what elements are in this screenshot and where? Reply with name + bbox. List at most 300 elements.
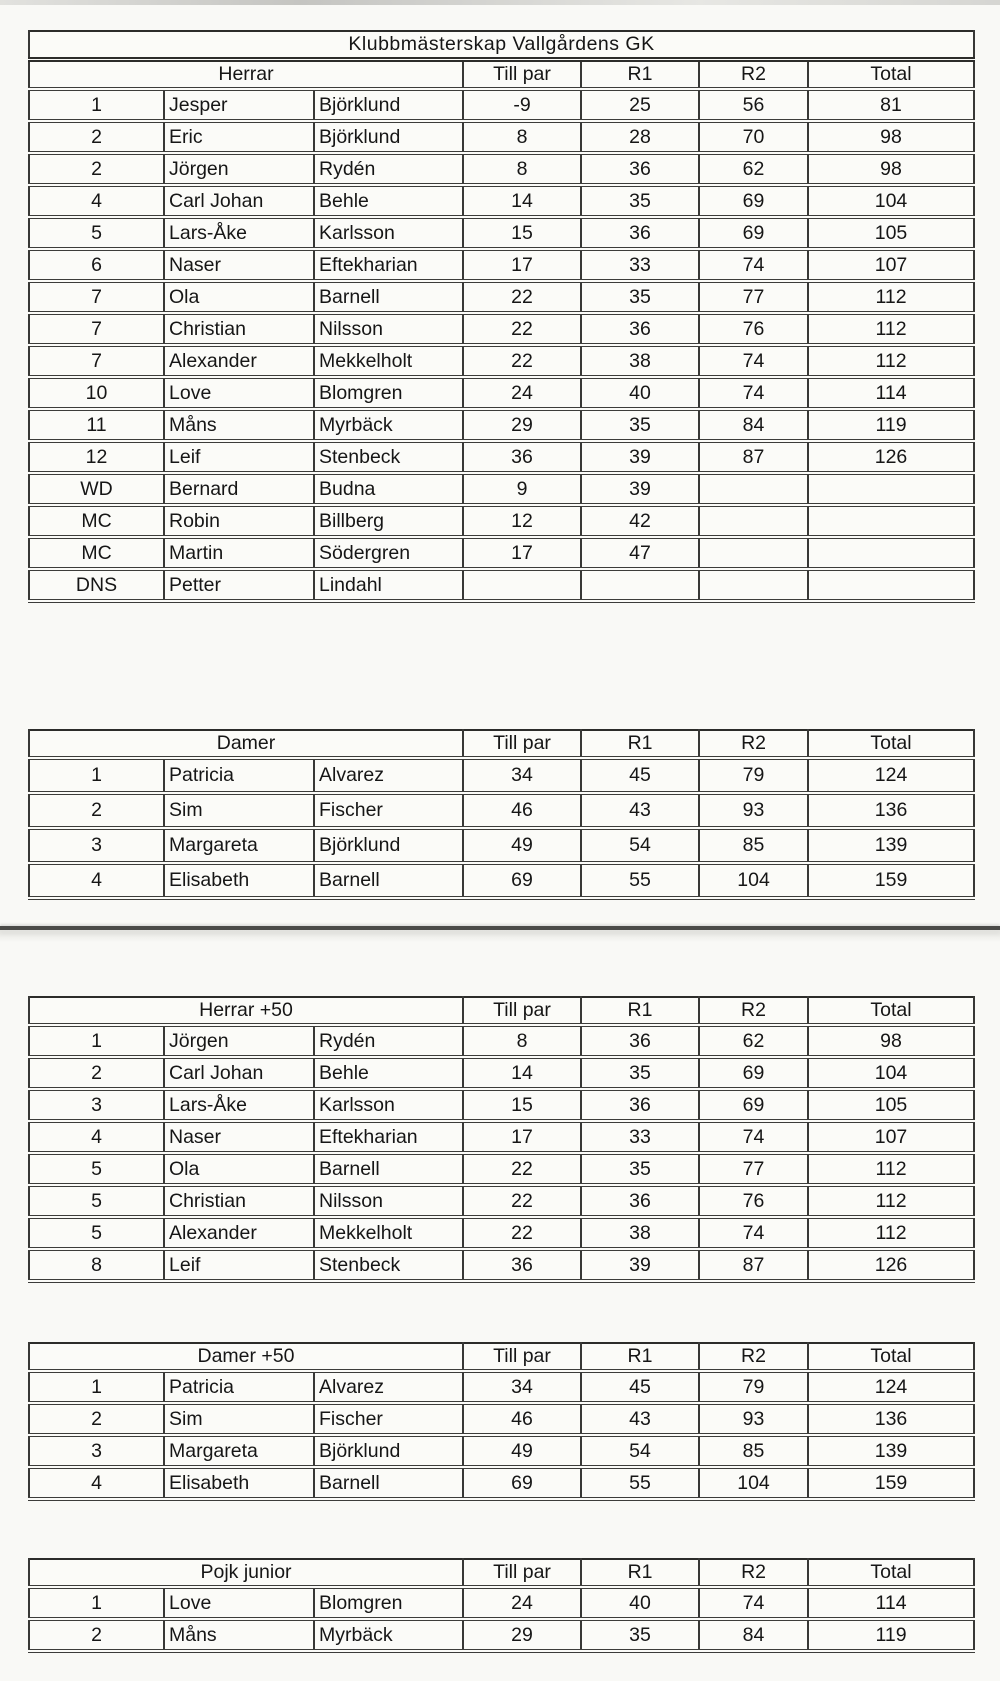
last-name-cell: Karlsson bbox=[314, 1089, 463, 1121]
rank-cell: 2 bbox=[29, 1403, 164, 1435]
total-cell: 112 bbox=[808, 313, 974, 345]
results-table-damer-plus50 bbox=[28, 1342, 975, 1501]
r2-cell: 62 bbox=[699, 1025, 808, 1057]
rank-cell: 2 bbox=[29, 121, 164, 153]
group-header-herrar: Herrar bbox=[29, 60, 463, 90]
r2-cell: 70 bbox=[699, 121, 808, 153]
total-cell: 104 bbox=[808, 1057, 974, 1089]
table-row bbox=[29, 441, 974, 473]
till-par-cell: 24 bbox=[463, 377, 581, 409]
table-row bbox=[29, 537, 974, 569]
first-name-cell: Måns bbox=[164, 1619, 314, 1651]
r2-cell: 77 bbox=[699, 281, 808, 313]
rank-cell: 7 bbox=[29, 281, 164, 313]
first-name-cell: Lars-Åke bbox=[164, 217, 314, 249]
r2-cell: 62 bbox=[699, 153, 808, 185]
r1-cell: 35 bbox=[581, 409, 699, 441]
column-header-total: Total bbox=[808, 60, 974, 90]
r2-cell: 69 bbox=[699, 185, 808, 217]
r2-cell: 74 bbox=[699, 377, 808, 409]
first-name-cell: Bernard bbox=[164, 473, 314, 505]
table-row bbox=[29, 153, 974, 185]
r2-cell: 69 bbox=[699, 1089, 808, 1121]
first-name-cell: Måns bbox=[164, 409, 314, 441]
table-row bbox=[29, 1121, 974, 1153]
r1-cell: 43 bbox=[581, 793, 699, 828]
table-row bbox=[29, 1435, 974, 1467]
rank-cell: 5 bbox=[29, 1153, 164, 1185]
r2-cell: 74 bbox=[699, 1587, 808, 1619]
till-par-cell: 29 bbox=[463, 409, 581, 441]
table-row bbox=[29, 185, 974, 217]
r1-cell: 39 bbox=[581, 441, 699, 473]
last-name-cell: Blomgren bbox=[314, 377, 463, 409]
first-name-cell: Robin bbox=[164, 505, 314, 537]
last-name-cell: Eftekharian bbox=[314, 1121, 463, 1153]
rank-cell: 7 bbox=[29, 313, 164, 345]
r1-cell: 40 bbox=[581, 377, 699, 409]
table-row bbox=[29, 1185, 974, 1217]
rank-cell: 11 bbox=[29, 409, 164, 441]
first-name-cell: Margareta bbox=[164, 1435, 314, 1467]
r1-cell: 40 bbox=[581, 1587, 699, 1619]
total-cell bbox=[808, 537, 974, 569]
rank-cell: MC bbox=[29, 537, 164, 569]
rank-cell: 2 bbox=[29, 153, 164, 185]
till-par-cell: 49 bbox=[463, 828, 581, 863]
header-row bbox=[29, 997, 974, 1025]
rank-cell: 4 bbox=[29, 185, 164, 217]
column-header-till-par: Till par bbox=[463, 1343, 581, 1371]
table-row bbox=[29, 793, 974, 828]
last-name-cell: Björklund bbox=[314, 89, 463, 121]
column-header-r2: R2 bbox=[699, 60, 808, 90]
table-row bbox=[29, 345, 974, 377]
column-header-total: Total bbox=[808, 997, 974, 1025]
total-cell: 107 bbox=[808, 1121, 974, 1153]
title-row bbox=[29, 31, 974, 60]
page-title: Klubbmästerskap Vallgårdens GK bbox=[29, 31, 974, 60]
last-name-cell: Fischer bbox=[314, 793, 463, 828]
last-name-cell: Billberg bbox=[314, 505, 463, 537]
till-par-cell: 14 bbox=[463, 1057, 581, 1089]
r1-cell: 39 bbox=[581, 1249, 699, 1281]
last-name-cell: Alvarez bbox=[314, 758, 463, 793]
rank-cell: 1 bbox=[29, 1025, 164, 1057]
rank-cell: 4 bbox=[29, 1121, 164, 1153]
till-par-cell: 17 bbox=[463, 1121, 581, 1153]
total-cell: 114 bbox=[808, 377, 974, 409]
r2-cell: 76 bbox=[699, 313, 808, 345]
r1-cell: 33 bbox=[581, 1121, 699, 1153]
total-cell: 98 bbox=[808, 121, 974, 153]
r1-cell: 36 bbox=[581, 1089, 699, 1121]
r2-cell: 74 bbox=[699, 1121, 808, 1153]
r1-cell: 36 bbox=[581, 313, 699, 345]
till-par-cell: 69 bbox=[463, 863, 581, 898]
r2-cell: 85 bbox=[699, 1435, 808, 1467]
r2-cell: 74 bbox=[699, 249, 808, 281]
column-header-till-par: Till par bbox=[463, 730, 581, 758]
last-name-cell: Myrbäck bbox=[314, 409, 463, 441]
r1-cell: 39 bbox=[581, 473, 699, 505]
last-name-cell: Barnell bbox=[314, 281, 463, 313]
last-name-cell: Björklund bbox=[314, 1435, 463, 1467]
rank-cell: 1 bbox=[29, 89, 164, 121]
total-cell: 124 bbox=[808, 758, 974, 793]
r2-cell: 79 bbox=[699, 1371, 808, 1403]
last-name-cell: Stenbeck bbox=[314, 441, 463, 473]
first-name-cell: Jörgen bbox=[164, 1025, 314, 1057]
total-cell: 119 bbox=[808, 1619, 974, 1651]
column-header-r1: R1 bbox=[581, 730, 699, 758]
first-name-cell: Elisabeth bbox=[164, 1467, 314, 1499]
r1-cell: 54 bbox=[581, 828, 699, 863]
r1-cell: 36 bbox=[581, 217, 699, 249]
till-par-cell: 49 bbox=[463, 1435, 581, 1467]
last-name-cell: Behle bbox=[314, 1057, 463, 1089]
till-par-cell: 46 bbox=[463, 793, 581, 828]
first-name-cell: Christian bbox=[164, 313, 314, 345]
last-name-cell: Barnell bbox=[314, 1467, 463, 1499]
last-name-cell: Rydén bbox=[314, 153, 463, 185]
r2-cell: 69 bbox=[699, 217, 808, 249]
first-name-cell: Elisabeth bbox=[164, 863, 314, 898]
till-par-cell: 22 bbox=[463, 313, 581, 345]
first-name-cell: Martin bbox=[164, 537, 314, 569]
first-name-cell: Sim bbox=[164, 793, 314, 828]
total-cell: 136 bbox=[808, 793, 974, 828]
total-cell: 98 bbox=[808, 153, 974, 185]
column-header-total: Total bbox=[808, 730, 974, 758]
till-par-cell: 17 bbox=[463, 249, 581, 281]
total-cell: 119 bbox=[808, 409, 974, 441]
rank-cell: 4 bbox=[29, 1467, 164, 1499]
first-name-cell: Jörgen bbox=[164, 153, 314, 185]
total-cell: 126 bbox=[808, 441, 974, 473]
r1-cell: 45 bbox=[581, 1371, 699, 1403]
table-row bbox=[29, 1153, 974, 1185]
rank-cell: 1 bbox=[29, 1371, 164, 1403]
first-name-cell: Alexander bbox=[164, 1217, 314, 1249]
r2-cell: 93 bbox=[699, 793, 808, 828]
first-name-cell: Eric bbox=[164, 121, 314, 153]
rank-cell: 10 bbox=[29, 377, 164, 409]
total-cell: 112 bbox=[808, 345, 974, 377]
results-sheet bbox=[28, 0, 973, 1653]
r2-cell: 74 bbox=[699, 345, 808, 377]
r2-cell: 79 bbox=[699, 758, 808, 793]
r2-cell: 87 bbox=[699, 1249, 808, 1281]
r2-cell: 87 bbox=[699, 441, 808, 473]
rank-cell: 12 bbox=[29, 441, 164, 473]
r1-cell: 35 bbox=[581, 1619, 699, 1651]
total-cell: 105 bbox=[808, 217, 974, 249]
last-name-cell: Eftekharian bbox=[314, 249, 463, 281]
r2-cell: 69 bbox=[699, 1057, 808, 1089]
table-row bbox=[29, 1217, 974, 1249]
results-table-pojk-junior bbox=[28, 1558, 975, 1653]
last-name-cell: Björklund bbox=[314, 121, 463, 153]
till-par-cell bbox=[463, 569, 581, 601]
r1-cell: 35 bbox=[581, 185, 699, 217]
first-name-cell: Naser bbox=[164, 249, 314, 281]
till-par-cell: 29 bbox=[463, 1619, 581, 1651]
r1-cell: 42 bbox=[581, 505, 699, 537]
till-par-cell: 22 bbox=[463, 1185, 581, 1217]
table-row bbox=[29, 1619, 974, 1651]
till-par-cell: 22 bbox=[463, 1153, 581, 1185]
first-name-cell: Lars-Åke bbox=[164, 1089, 314, 1121]
column-header-total: Total bbox=[808, 1343, 974, 1371]
r1-cell: 38 bbox=[581, 345, 699, 377]
last-name-cell: Björklund bbox=[314, 828, 463, 863]
total-cell: 139 bbox=[808, 1435, 974, 1467]
total-cell bbox=[808, 505, 974, 537]
total-cell bbox=[808, 569, 974, 601]
column-header-r2: R2 bbox=[699, 1343, 808, 1371]
table-row bbox=[29, 505, 974, 537]
r2-cell: 74 bbox=[699, 1217, 808, 1249]
first-name-cell: Margareta bbox=[164, 828, 314, 863]
rank-cell: 2 bbox=[29, 1619, 164, 1651]
total-cell: 114 bbox=[808, 1587, 974, 1619]
table-row bbox=[29, 409, 974, 441]
till-par-cell: -9 bbox=[463, 89, 581, 121]
table-row bbox=[29, 1089, 974, 1121]
r1-cell: 43 bbox=[581, 1403, 699, 1435]
table-row bbox=[29, 1587, 974, 1619]
table-row bbox=[29, 89, 974, 121]
last-name-cell: Myrbäck bbox=[314, 1619, 463, 1651]
r2-cell: 85 bbox=[699, 828, 808, 863]
r1-cell: 25 bbox=[581, 89, 699, 121]
last-name-cell: Mekkelholt bbox=[314, 1217, 463, 1249]
till-par-cell: 69 bbox=[463, 1467, 581, 1499]
r2-cell: 84 bbox=[699, 1619, 808, 1651]
total-cell bbox=[808, 473, 974, 505]
r1-cell: 45 bbox=[581, 758, 699, 793]
column-header-r2: R2 bbox=[699, 730, 808, 758]
table-row bbox=[29, 828, 974, 863]
r1-cell: 47 bbox=[581, 537, 699, 569]
r2-cell: 104 bbox=[699, 1467, 808, 1499]
total-cell: 124 bbox=[808, 1371, 974, 1403]
r1-cell: 35 bbox=[581, 1057, 699, 1089]
till-par-cell: 36 bbox=[463, 1249, 581, 1281]
total-cell: 81 bbox=[808, 89, 974, 121]
rank-cell: 6 bbox=[29, 249, 164, 281]
header-row bbox=[29, 730, 974, 758]
total-cell: 107 bbox=[808, 249, 974, 281]
till-par-cell: 8 bbox=[463, 1025, 581, 1057]
rank-cell: MC bbox=[29, 505, 164, 537]
first-name-cell: Ola bbox=[164, 1153, 314, 1185]
first-name-cell: Patricia bbox=[164, 1371, 314, 1403]
till-par-cell: 22 bbox=[463, 281, 581, 313]
till-par-cell: 9 bbox=[463, 473, 581, 505]
page-scan-seam bbox=[0, 926, 1000, 930]
first-name-cell: Sim bbox=[164, 1403, 314, 1435]
till-par-cell: 15 bbox=[463, 1089, 581, 1121]
last-name-cell: Karlsson bbox=[314, 217, 463, 249]
last-name-cell: Stenbeck bbox=[314, 1249, 463, 1281]
rank-cell: WD bbox=[29, 473, 164, 505]
first-name-cell: Christian bbox=[164, 1185, 314, 1217]
r1-cell bbox=[581, 569, 699, 601]
r2-cell bbox=[699, 569, 808, 601]
column-header-till-par: Till par bbox=[463, 997, 581, 1025]
till-par-cell: 46 bbox=[463, 1403, 581, 1435]
r2-cell: 56 bbox=[699, 89, 808, 121]
last-name-cell: Alvarez bbox=[314, 1371, 463, 1403]
table-row bbox=[29, 1025, 974, 1057]
first-name-cell: Love bbox=[164, 377, 314, 409]
column-header-till-par: Till par bbox=[463, 60, 581, 90]
till-par-cell: 34 bbox=[463, 1371, 581, 1403]
total-cell: 98 bbox=[808, 1025, 974, 1057]
table-row bbox=[29, 121, 974, 153]
total-cell: 112 bbox=[808, 1153, 974, 1185]
column-header-r1: R1 bbox=[581, 1343, 699, 1371]
till-par-cell: 17 bbox=[463, 537, 581, 569]
last-name-cell: Nilsson bbox=[314, 1185, 463, 1217]
header-row bbox=[29, 60, 974, 90]
last-name-cell: Barnell bbox=[314, 863, 463, 898]
table-row bbox=[29, 1371, 974, 1403]
rank-cell: DNS bbox=[29, 569, 164, 601]
till-par-cell: 34 bbox=[463, 758, 581, 793]
table-row bbox=[29, 313, 974, 345]
rank-cell: 1 bbox=[29, 758, 164, 793]
column-header-total: Total bbox=[808, 1559, 974, 1587]
first-name-cell: Jesper bbox=[164, 89, 314, 121]
last-name-cell: Budna bbox=[314, 473, 463, 505]
header-row bbox=[29, 1559, 974, 1587]
total-cell: 112 bbox=[808, 1217, 974, 1249]
first-name-cell: Love bbox=[164, 1587, 314, 1619]
header-row bbox=[29, 1343, 974, 1371]
first-name-cell: Leif bbox=[164, 1249, 314, 1281]
r1-cell: 36 bbox=[581, 1025, 699, 1057]
r2-cell: 104 bbox=[699, 863, 808, 898]
r2-cell: 84 bbox=[699, 409, 808, 441]
table-row bbox=[29, 569, 974, 601]
r1-cell: 36 bbox=[581, 1185, 699, 1217]
total-cell: 139 bbox=[808, 828, 974, 863]
first-name-cell: Ola bbox=[164, 281, 314, 313]
rank-cell: 2 bbox=[29, 793, 164, 828]
last-name-cell: Rydén bbox=[314, 1025, 463, 1057]
till-par-cell: 36 bbox=[463, 441, 581, 473]
table-row bbox=[29, 217, 974, 249]
total-cell: 112 bbox=[808, 1185, 974, 1217]
r2-cell bbox=[699, 473, 808, 505]
rank-cell: 5 bbox=[29, 1185, 164, 1217]
total-cell: 126 bbox=[808, 1249, 974, 1281]
first-name-cell: Carl Johan bbox=[164, 1057, 314, 1089]
r2-cell: 93 bbox=[699, 1403, 808, 1435]
total-cell: 159 bbox=[808, 863, 974, 898]
total-cell: 159 bbox=[808, 1467, 974, 1499]
rank-cell: 2 bbox=[29, 1057, 164, 1089]
table-row bbox=[29, 281, 974, 313]
last-name-cell: Södergren bbox=[314, 537, 463, 569]
r1-cell: 35 bbox=[581, 1153, 699, 1185]
rank-cell: 3 bbox=[29, 828, 164, 863]
last-name-cell: Mekkelholt bbox=[314, 345, 463, 377]
column-header-r2: R2 bbox=[699, 1559, 808, 1587]
table-row bbox=[29, 758, 974, 793]
column-header-r1: R1 bbox=[581, 60, 699, 90]
group-header-pojk-junior: Pojk junior bbox=[29, 1559, 463, 1587]
first-name-cell: Naser bbox=[164, 1121, 314, 1153]
rank-cell: 7 bbox=[29, 345, 164, 377]
till-par-cell: 15 bbox=[463, 217, 581, 249]
first-name-cell: Leif bbox=[164, 441, 314, 473]
rank-cell: 5 bbox=[29, 1217, 164, 1249]
rank-cell: 8 bbox=[29, 1249, 164, 1281]
last-name-cell: Barnell bbox=[314, 1153, 463, 1185]
till-par-cell: 14 bbox=[463, 185, 581, 217]
last-name-cell: Blomgren bbox=[314, 1587, 463, 1619]
first-name-cell: Patricia bbox=[164, 758, 314, 793]
r1-cell: 33 bbox=[581, 249, 699, 281]
r1-cell: 36 bbox=[581, 153, 699, 185]
total-cell: 112 bbox=[808, 281, 974, 313]
table-row bbox=[29, 1467, 974, 1499]
first-name-cell: Carl Johan bbox=[164, 185, 314, 217]
group-header-damer: Damer bbox=[29, 730, 463, 758]
first-name-cell: Alexander bbox=[164, 345, 314, 377]
table-row bbox=[29, 1057, 974, 1089]
group-header-damer-plus50: Damer +50 bbox=[29, 1343, 463, 1371]
results-table-damer bbox=[28, 729, 975, 900]
till-par-cell: 8 bbox=[463, 153, 581, 185]
last-name-cell: Behle bbox=[314, 185, 463, 217]
till-par-cell: 12 bbox=[463, 505, 581, 537]
table-row bbox=[29, 473, 974, 505]
results-table-herrar-plus50 bbox=[28, 996, 975, 1283]
rank-cell: 4 bbox=[29, 863, 164, 898]
total-cell: 136 bbox=[808, 1403, 974, 1435]
last-name-cell: Lindahl bbox=[314, 569, 463, 601]
table-row bbox=[29, 863, 974, 898]
total-cell: 104 bbox=[808, 185, 974, 217]
r2-cell bbox=[699, 537, 808, 569]
r1-cell: 55 bbox=[581, 1467, 699, 1499]
r2-cell bbox=[699, 505, 808, 537]
till-par-cell: 8 bbox=[463, 121, 581, 153]
column-header-r2: R2 bbox=[699, 997, 808, 1025]
till-par-cell: 22 bbox=[463, 1217, 581, 1249]
table-row bbox=[29, 377, 974, 409]
rank-cell: 3 bbox=[29, 1089, 164, 1121]
table-row bbox=[29, 249, 974, 281]
column-header-till-par: Till par bbox=[463, 1559, 581, 1587]
r1-cell: 54 bbox=[581, 1435, 699, 1467]
total-cell: 105 bbox=[808, 1089, 974, 1121]
last-name-cell: Nilsson bbox=[314, 313, 463, 345]
till-par-cell: 22 bbox=[463, 345, 581, 377]
column-header-r1: R1 bbox=[581, 997, 699, 1025]
r1-cell: 55 bbox=[581, 863, 699, 898]
results-table-herrar bbox=[28, 30, 975, 603]
first-name-cell: Petter bbox=[164, 569, 314, 601]
r1-cell: 28 bbox=[581, 121, 699, 153]
column-header-r1: R1 bbox=[581, 1559, 699, 1587]
table-row bbox=[29, 1403, 974, 1435]
